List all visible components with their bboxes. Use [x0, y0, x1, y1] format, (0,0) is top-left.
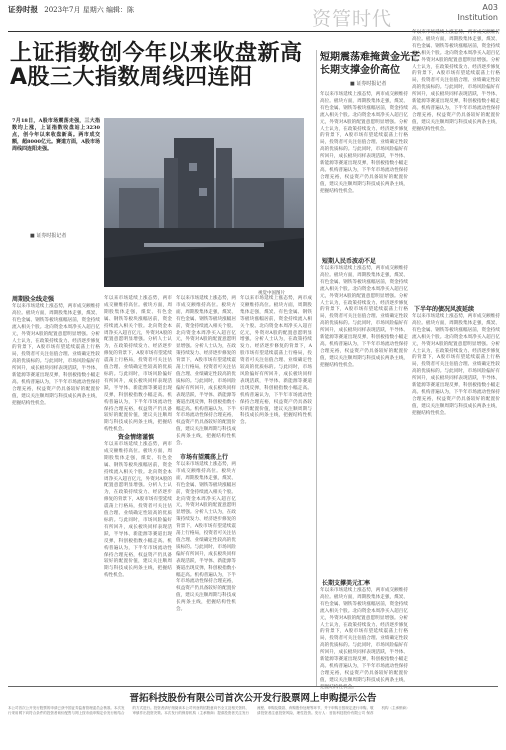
right-column-1b: 年以来市场延续上涨态势，两市成交额维持高位。板块方面，周期股集体走强，煤炭、有色金属、钢铁等板块涨幅居前，资金持续流入相关个股。北向资金本周净买入超百亿元，外资对A股的配置意愿明显增强。分析人士认为，在政策持续发力、经济逐步修复的背景下，A股市场有望延续震荡上行格局，投资者可关注估值合理、业绩确定性较高的优质标的。与此同时，市场风险偏好有所回升，成长板块同样表现活跃，半导体、新能源等赛道出现反弹，科创板指数小幅走高。机构普遍认为，下半年市场流动性保持合理充裕，权益资产仍具备较好的配置价值，建议关注顺周期与科技成长两条主线，把握结构性机会。 — [320, 266, 408, 368]
body-column-2b: 年以来市场延续上涨态势，两市成交额维持高位。板块方面，周期股集体走强，煤炭、有色金属、钢铁等板块涨幅居前，资金持续流入相关个股。北向资金本周净买入超百亿元，外资对A股的配置意愿明显增强。分析人士认为，在政策持续发力、经济逐步修复的背景下，A股市场有望延续震荡上行格局，投资者可关注估值合理、业绩确定性较高的优质标的。与此同时，市场风险偏好有所回升，成长板块同样表现活跃，半导体、新能源等赛道出现反弹，科创板指数小幅走高。机构普遍认为，下半年市场流动性保持合理充裕，权益资产仍具备较好的配置价值，建议关注顺周期与科技成长两条主线，把握结构性机会。 — [104, 442, 172, 579]
ad-body: 本公司首次公开发行股票的申请已获中国证券监督管理委员会核准。本次发行采用网下向符合条件的投资者询价配售与网上按市值申购定价发行相结合的方式进行。投资者请仔细阅读本公司刊登的招股意向书全文及相关资料，审慎作出投资决策。本次发行的保荐机构（主承销商）提请投资者关注发行流程、申购及缴款、弃购股份处理等环节，并于申购日按规定进行申购。敬请投资者注意投资风险，理性投资。发行人：晋拓科技股份有限公司 保荐机构（主承销商） — [8, 706, 410, 715]
paper-name: 证券时报 — [8, 5, 38, 14]
main-headline — [10, 42, 310, 90]
body-column-4: 年以来市场延续上涨态势，两市成交额维持高位。板块方面，周期股集体走强，煤炭、有色金属、钢铁等板块涨幅居前，资金持续流入相关个股。北向资金本周净买入超百亿元，外资对A股的配置意愿明显增强。分析人士认为，在政策持续发力、经济逐步修复的背景下，A股市场有望延续震荡上行格局，投资者可关注估值合理、业绩确定性较高的优质标的。与此同时，市场风险偏好有所回升，成长板块同样表现活跃，半导体、新能源等赛道出现反弹，科创板指数小幅走高。机构普遍认为，下半年市场流动性保持合理充裕，权益资产仍具备较好的配置价值，建议关注顺周期与科技成长两条主线，把握结构性机会。 — [240, 296, 312, 426]
body-column-3b: 年以来市场延续上涨态势，两市成交额维持高位。板块方面，周期股集体走强，煤炭、有色金属、钢铁等板块涨幅居前，资金持续流入相关个股。北向资金本周净买入超百亿元，外资对A股的配置意愿明显增强。分析人士认为，在政策持续发力、经济逐步修复的背景下，A股市场有望延续震荡上行格局，投资者可关注估值合理、业绩确定性较高的优质标的。与此同时，市场风险偏好有所回升，成长板块同样表现活跃，半导体、新能源等赛道出现反弹，科创板指数小幅走高。机构普遍认为，下半年市场流动性保持合理充裕，权益资产仍具备较好的配置价值，建议关注顺周期与科技成长两条主线，把握结构性机会。 — [176, 462, 236, 613]
body-column-1: 年以来市场延续上涨态势，两市成交额维持高位。板块方面，周期股集体走强，煤炭、有色金属、钢铁等板块涨幅居前，资金持续流入相关个股。北向资金本周净买入超百亿元，外资对A股的配置意愿明显增强。分析人士认为，在政策持续发力、经济逐步修复的背景下，A股市场有望延续震荡上行格局，投资者可关注估值合理、业绩确定性较高的优质标的。与此同时，市场风险偏好有所回升，成长板块同样表现活跃，半导体、新能源等赛道出现反弹，科创板指数小幅走高。机构普遍认为，下半年市场流动性保持合理充裕，权益资产仍具备较好的配置价值，建议关注顺周期与科技成长两条主线，把握结构性机会。 — [12, 304, 100, 406]
body-column-2a: 年以来市场延续上涨态势，两市成交额维持高位。板块方面，周期股集体走强，煤炭、有色金属、钢铁等板块涨幅居前，资金持续流入相关个股。北向资金本周净买入超百亿元，外资对A股的配置意愿明显增强。分析人士认为，在政策持续发力、经济逐步修复的背景下，A股市场有望延续震荡上行格局，投资者可关注估值合理、业绩确定性较高的优质标的。与此同时，市场风险偏好有所回升，成长板块同样表现活跃，半导体、新能源等赛道出现反弹，科创板指数小幅走高。机构普遍认为，下半年市场流动性保持合理充裕，权益资产仍具备较好的配置价值，建议关注顺周期与科技成长两条主线，把握结构性机会。 — [104, 296, 172, 433]
page-code — [456, 3, 498, 23]
masthead-info — [8, 4, 134, 15]
section-title: 资管时代 — [312, 8, 393, 30]
photo-credit: 视觉中国图片 — [258, 291, 285, 296]
byline-right: ■ 证券时报记者 — [350, 81, 387, 87]
page-number: A03 — [482, 3, 498, 12]
body-column-3a: 年以来市场延续上涨态势，两市成交额维持高位。板块方面，周期股集体走强，煤炭、有色金属、钢铁等板块涨幅居前，资金持续流入相关个股。北向资金本周净买入超百亿元，外资对A股的配置意愿明显增强。分析人士认为，在政策持续发力、经济逐步修复的背景下，A股市场有望延续震荡上行格局，投资者可关注估值合理、业绩确定性较高的优质标的。与此同时，市场风险偏好有所回升，成长板块同样表现活跃，半导体、新能源等赛道出现反弹，科创板指数小幅走高。机构普遍认为，下半年市场流动性保持合理充裕，权益资产仍具备较好的配置价值，建议关注顺周期与科技成长两条主线，把握结构性机会。 — [176, 296, 236, 447]
ad-title: 晋拓科技股份有限公司首次公开发行股票网上申购提示公告 — [129, 693, 377, 704]
right-title-line-2: 长期支撑金价高位 — [320, 65, 400, 76]
ad-divider — [8, 686, 498, 687]
section-english: Institution — [457, 13, 498, 22]
right-column-1a: 年以来市场延续上涨态势，两市成交额维持高位。板块方面，周期股集体走强，煤炭、有色金属、钢铁等板块涨幅居前，资金持续流入相关个股。北向资金本周净买入超百亿元，外资对A股的配置意愿明显增强。分析人士认为，在政策持续发力、经济逐步修复的背景下，A股市场有望延续震荡上行格局，投资者可关注估值合理、业绩确定性较高的优质标的。与此同时，市场风险偏好有所回升，成长板块同样表现活跃，半导体、新能源等赛道出现反弹，科创板指数小幅走高。机构普遍认为，下半年市场流动性保持合理充裕，权益资产仍具备较好的配置价值，建议关注顺周期与科技成长两条主线，把握结构性机会。 — [320, 92, 408, 194]
right-column-2a: 年以来市场延续上涨态势，两市成交额维持高位。板块方面，周期股集体走强，煤炭、有色金属、钢铁等板块涨幅居前，资金持续流入相关个股。北向资金本周净买入超百亿元，外资对A股的配置意愿明显增强。分析人士认为，在政策持续发力、经济逐步修复的背景下，A股市场有望延续震荡上行格局，投资者可关注估值合理、业绩确定性较高的优质标的。与此同时，市场风险偏好有所回升，成长板块同样表现活跃，半导体、新能源等赛道出现反弹，科创板指数小幅走高。机构普遍认为，下半年市场流动性保持合理充裕，权益资产仍具备较好的配置价值，建议关注顺周期与科技成长两条主线，把握结构性机会。 — [412, 30, 500, 132]
date-line: 2023年7月 星期六 — [44, 6, 106, 14]
editor-line: 编辑：陈 — [105, 6, 134, 14]
photo-illustration — [104, 118, 304, 287]
subhead-long-term-support: 长期支撑美元汇率 — [322, 580, 371, 587]
headline-line-2: A股三大指数周线四连阳 — [10, 65, 253, 90]
subhead-rmb-volatility: 短期人民币波动不足 — [322, 258, 377, 265]
subhead-fund-sentiment: 资金情绪谨慎 — [118, 434, 155, 441]
subhead-cyclical-stocks: 周期股全线走强 — [12, 296, 55, 303]
lead-paragraph: 7月18日，A股市场震荡走强，三大指数均上涨，上证指数收盘站上3230点，创今年以来收盘新高。两市成交额，超8000亿元。赛道方面，A股市场周线四连阳走强。 — [12, 118, 100, 152]
headline-line-1: 上证指数创今年以来收盘新高 — [10, 41, 303, 66]
right-title-line-1: 短期震荡难掩黄金光芒 — [320, 52, 420, 63]
subhead-bond-outlook: 下半年的债况风波延续 — [414, 306, 475, 313]
column-divider — [316, 50, 317, 686]
right-column-2b: 年以来市场延续上涨态势，两市成交额维持高位。板块方面，周期股集体走强，煤炭、有色金属、钢铁等板块涨幅居前，资金持续流入相关个股。北向资金本周净买入超百亿元，外资对A股的配置意愿明显增强。分析人士认为，在政策持续发力、经济逐步修复的背景下，A股市场有望延续震荡上行格局，投资者可关注估值合理、业绩确定性较高的优质标的。与此同时，市场风险偏好有所回升，成长板块同样表现活跃，半导体、新能源等赛道出现反弹，科创板指数小幅走高。机构普遍认为，下半年市场流动性保持合理充裕，权益资产仍具备较好的配置价值，建议关注顺周期与科技成长两条主线，把握结构性机会。 — [412, 314, 500, 416]
right-column-1c: 年以来市场延续上涨态势，两市成交额维持高位。板块方面，周期股集体走强，煤炭、有色金属、钢铁等板块涨幅居前，资金持续流入相关个股。北向资金本周净买入超百亿元，外资对A股的配置意愿明显增强。分析人士认为，在政策持续发力、经济逐步修复的背景下，A股市场有望延续震荡上行格局，投资者可关注估值合理、业绩确定性较高的优质标的。与此同时，市场风险偏好有所回升，成长板块同样表现活跃，半导体、新能源等赛道出现反弹，科创板指数小幅走高。机构普遍认为，下半年市场流动性保持合理充裕，权益资产仍具备较好的配置价值，建议关注顺周期与科技成长两条主线，把握结构性机会。 — [320, 588, 408, 690]
subhead-market-outlook: 市场有望震荡上行 — [180, 454, 229, 461]
steel-mill-photo — [104, 118, 304, 287]
byline-left: ■ 证券时报记者 — [30, 233, 67, 239]
